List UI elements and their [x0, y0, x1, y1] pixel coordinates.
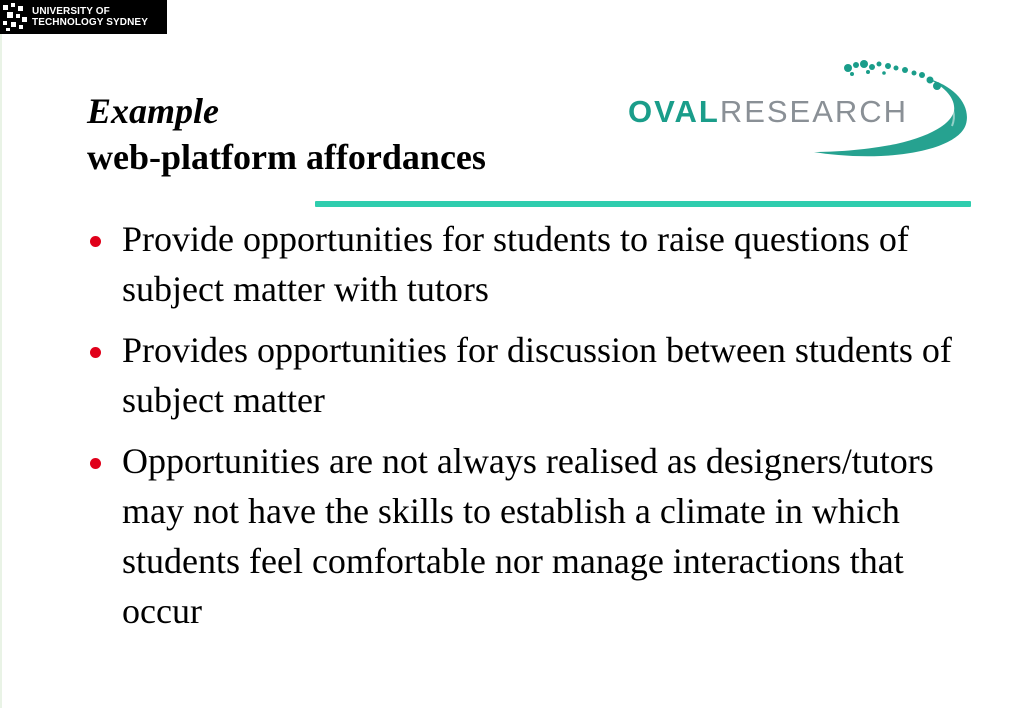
uts-wordmark [32, 6, 148, 28]
bullet-text: Provides opportunities for discussion between students of subject matter [122, 330, 952, 420]
uts-logo [0, 0, 167, 34]
bullet-text: Opportunities are not always realised as designers/tutors may not have the skills to establish a climate in which students feel comfortable nor manage interactions that occur [122, 441, 934, 631]
bullet-item [88, 325, 988, 425]
title-divider [315, 201, 971, 207]
oval-wordmark-strong: OVAL [628, 94, 720, 129]
bullet-list [88, 214, 988, 647]
bullet-dot-icon [90, 236, 101, 247]
slide-title-kicker: Example [87, 91, 219, 131]
bullet-dot-icon [90, 458, 101, 469]
slide-title [87, 88, 486, 180]
slide-title-main: web-platform affordances [87, 137, 486, 177]
uts-emblem-icon [0, 0, 30, 34]
slide-edge [0, 0, 2, 708]
uts-wordmark-line2: TECHNOLOGY SYDNEY [32, 17, 148, 28]
bullet-text: Provide opportunities for students to raise questions of subject matter with tutors [122, 219, 909, 309]
oval-wordmark [628, 94, 908, 130]
bullet-item [88, 214, 988, 314]
bullet-dot-icon [90, 347, 101, 358]
bullet-item [88, 436, 988, 636]
oval-wordmark-light: RESEARCH [719, 94, 909, 129]
oval-research-logo [626, 56, 971, 160]
uts-wordmark-line1: UNIVERSITY OF [32, 6, 110, 17]
